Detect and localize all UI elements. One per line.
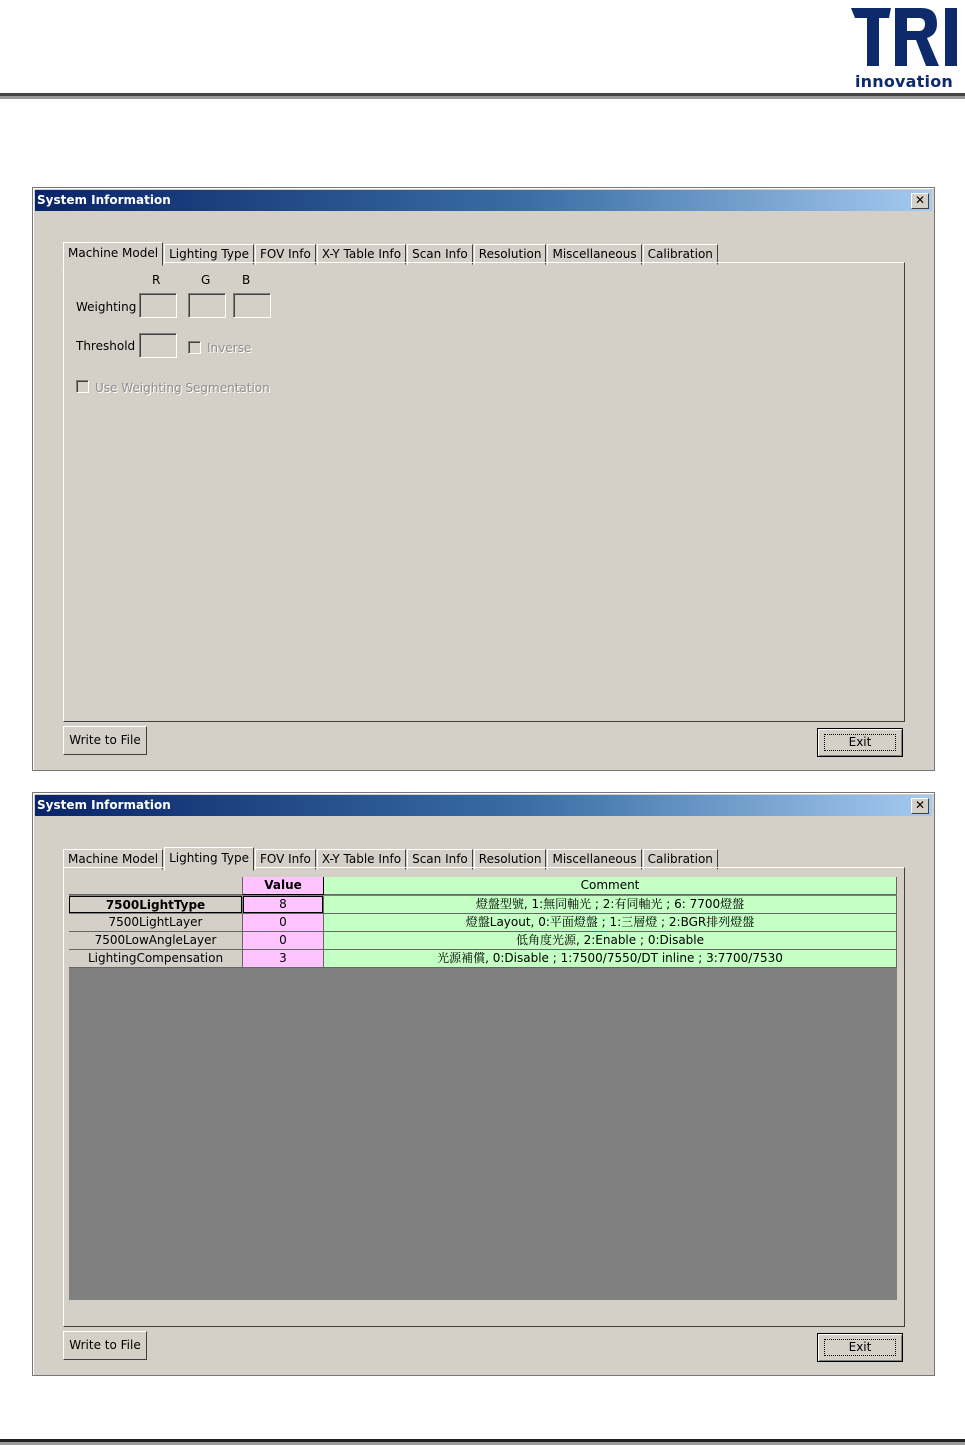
comment-column-header[interactable]: Comment [324, 877, 897, 895]
row-value[interactable]: 3 [243, 950, 324, 968]
exit-button-label: Exit [824, 734, 897, 751]
tab-scan-info[interactable]: Scan Info [407, 849, 473, 870]
tab-resolution[interactable]: Resolution [474, 849, 547, 870]
threshold-label: Threshold [76, 339, 136, 353]
row-comment: 低角度光源, 2:Enable ; 0:Disable [324, 932, 897, 950]
write-to-file-button[interactable]: Write to File [63, 726, 147, 755]
row-comment: 燈盤Layout, 0:平面燈盤 ; 1:三層燈 ; 2:BGR排列燈盤 [324, 914, 897, 932]
row-comment: 光源補償, 0:Disable ; 1:7500/7550/DT inline ; 3:7700/7530 [324, 950, 897, 968]
threshold-field[interactable] [139, 333, 177, 358]
tab-xy-table-info[interactable]: X-Y Table Info [317, 244, 406, 265]
tri-logo-icon [849, 4, 961, 70]
weighting-g-field[interactable] [188, 293, 226, 318]
title-bar [35, 190, 932, 211]
r-column-label: R [152, 273, 161, 287]
footer-rule [0, 1439, 965, 1445]
tab-machine-model[interactable]: Machine Model [63, 849, 163, 870]
exit-button[interactable] [817, 728, 903, 757]
system-information-dialog-lighting-type [32, 792, 935, 1376]
row-name: 7500LightLayer [69, 914, 243, 932]
row-name: LightingCompensation [69, 950, 243, 968]
dialog-title: System Information [37, 798, 171, 812]
tab-machine-model[interactable]: Machine Model [63, 242, 163, 266]
company-logo [845, 4, 963, 90]
close-icon[interactable]: ✕ [911, 193, 929, 209]
b-column-label: B [242, 273, 251, 287]
header-rule [0, 93, 965, 99]
tab-xy-table-info[interactable]: X-Y Table Info [317, 849, 406, 870]
inverse-checkbox[interactable] [188, 341, 201, 354]
row-name: 7500LightType [69, 896, 242, 913]
use-weighting-segmentation-label: Use Weighting Segmentation [95, 381, 270, 395]
row-name: 7500LowAngleLayer [69, 932, 243, 950]
weighting-label: Weighting [76, 300, 137, 314]
logo-subtitle: innovation [855, 72, 953, 91]
inverse-label: Inverse [207, 341, 252, 355]
tab-calibration[interactable]: Calibration [643, 849, 718, 870]
weighting-r-field[interactable] [139, 293, 177, 318]
tab-strip [63, 240, 719, 264]
tab-calibration[interactable]: Calibration [643, 244, 718, 265]
row-value[interactable]: 0 [243, 932, 324, 950]
use-weighting-segmentation-checkbox[interactable] [76, 380, 89, 393]
tab-miscellaneous[interactable]: Miscellaneous [547, 849, 641, 870]
tab-fov-info[interactable]: FOV Info [255, 849, 316, 870]
tab-panel [63, 262, 905, 722]
close-icon[interactable]: ✕ [911, 798, 929, 814]
exit-button-label: Exit [824, 1339, 897, 1356]
row-value[interactable]: 0 [243, 914, 324, 932]
grid-header-corner [69, 877, 243, 895]
tab-lighting-type[interactable]: Lighting Type [164, 244, 254, 265]
tab-scan-info[interactable]: Scan Info [407, 244, 473, 265]
table-row[interactable] [69, 896, 897, 914]
tab-miscellaneous[interactable]: Miscellaneous [547, 244, 641, 265]
table-row[interactable] [69, 914, 897, 932]
g-column-label: G [201, 273, 211, 287]
write-to-file-button[interactable]: Write to File [63, 1331, 147, 1360]
tab-fov-info[interactable]: FOV Info [255, 244, 316, 265]
title-bar [35, 795, 932, 816]
lighting-grid [69, 877, 897, 1300]
table-row[interactable] [69, 932, 897, 950]
tab-strip [63, 845, 719, 869]
row-value[interactable]: 8 [243, 896, 324, 914]
dialog-title: System Information [37, 193, 171, 207]
system-information-dialog-machine-model [32, 187, 935, 771]
value-column-header[interactable]: Value [243, 877, 324, 895]
tab-lighting-type[interactable]: Lighting Type [164, 847, 254, 871]
exit-button[interactable] [817, 1333, 903, 1362]
weighting-b-field[interactable] [233, 293, 271, 318]
grid-header-row [69, 877, 897, 895]
row-comment: 燈盤型號, 1:無同軸光 ; 2:有同軸光 ; 6: 7700燈盤 [324, 896, 897, 914]
tab-resolution[interactable]: Resolution [474, 244, 547, 265]
table-row[interactable] [69, 950, 897, 968]
